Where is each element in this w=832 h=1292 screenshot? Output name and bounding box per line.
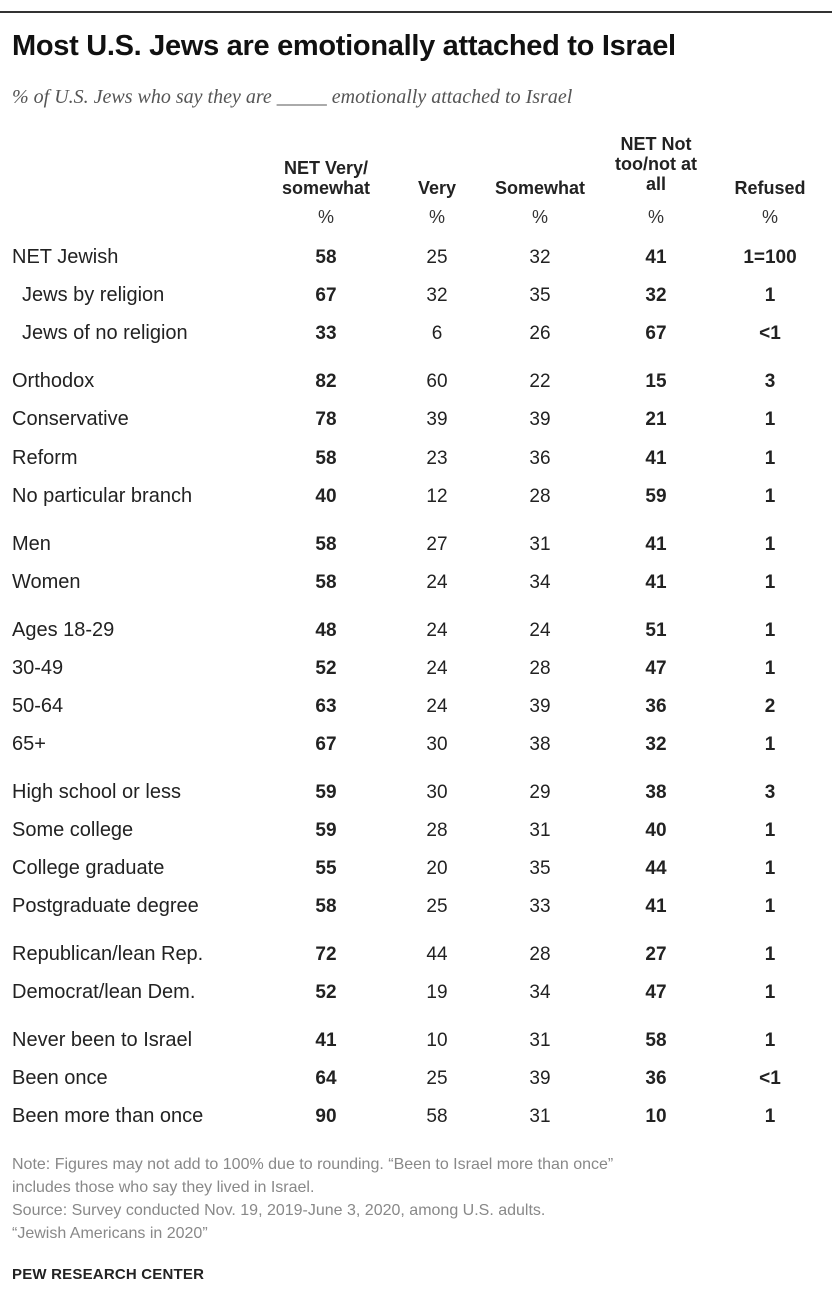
table-cell: 32	[529, 247, 551, 268]
table-cell: 23	[426, 448, 448, 469]
row-label: 50-64	[12, 695, 64, 717]
table-cell: 24	[426, 620, 448, 641]
table-cell: 90	[315, 1106, 337, 1127]
table-cell: 6	[431, 323, 443, 344]
table-cell: 20	[426, 858, 448, 879]
table-cell: 30	[426, 734, 448, 755]
row-label: Men	[12, 533, 51, 555]
table-cell: 1	[764, 734, 776, 755]
table-cell: 32	[426, 285, 448, 306]
table-cell: 41	[645, 896, 667, 917]
col-header-line: Somewhat	[494, 178, 586, 198]
table-cell: 31	[529, 1030, 551, 1051]
table-cell: 44	[426, 944, 448, 965]
unit-label: %	[428, 207, 446, 227]
table-cell: 10	[645, 1106, 667, 1127]
table-cell: 28	[529, 486, 551, 507]
table-cell: 3	[764, 782, 776, 803]
table-cell: 40	[645, 820, 667, 841]
row-label: No particular branch	[12, 485, 193, 507]
note-line: includes those who say they lived in Israel.	[12, 1179, 315, 1196]
table-cell: 1	[764, 409, 776, 430]
source-line: Source: Survey conducted Nov. 19, 2019-June 3, 2020, among U.S. adults.	[12, 1202, 546, 1219]
table-cell: 58	[315, 247, 337, 268]
table-cell: 25	[426, 896, 448, 917]
table-cell: 15	[645, 371, 667, 392]
unit-label: %	[317, 207, 335, 227]
table-cell: 58	[315, 448, 337, 469]
table-cell: 27	[426, 534, 448, 555]
table-cell: 38	[645, 782, 667, 803]
table-cell: 38	[529, 734, 551, 755]
table-cell: 1	[764, 982, 776, 1003]
chart-title: Most U.S. Jews are emotionally attached to Israel	[12, 30, 676, 62]
table-cell: 39	[426, 409, 448, 430]
table-cell: 41	[315, 1030, 337, 1051]
table-cell: 41	[645, 247, 667, 268]
row-label: Jews by religion	[22, 284, 165, 306]
col-header-line: somewhat	[281, 178, 371, 198]
table-cell: 72	[315, 944, 337, 965]
col-header-line: NET Not	[620, 134, 692, 154]
table-cell: 41	[645, 534, 667, 555]
table-cell: 58	[315, 896, 337, 917]
row-label: 65+	[12, 733, 46, 755]
unit-label: %	[531, 207, 549, 227]
row-label: 30-49	[12, 657, 64, 679]
table-cell: 48	[315, 620, 337, 641]
table-cell: 29	[529, 782, 551, 803]
report-line: “Jewish Americans in 2020”	[12, 1225, 208, 1242]
table-cell: 52	[315, 982, 337, 1003]
table-cell: 52	[315, 658, 337, 679]
table-cell: 34	[529, 572, 551, 593]
row-label: Orthodox	[12, 370, 95, 392]
table-cell: 1	[764, 896, 776, 917]
table-cell: 41	[645, 448, 667, 469]
row-label: Reform	[12, 447, 78, 469]
table-cell: 55	[315, 858, 337, 879]
table-cell: 28	[529, 944, 551, 965]
row-label: Some college	[12, 819, 134, 841]
table-cell: 1	[764, 944, 776, 965]
table-cell: 58	[645, 1030, 667, 1051]
row-label: Never been to Israel	[12, 1029, 193, 1051]
table-cell: 28	[426, 820, 448, 841]
table-cell: 58	[315, 534, 337, 555]
table-cell: 36	[529, 448, 551, 469]
table-cell: <1	[759, 1068, 781, 1089]
table-cell: 31	[529, 534, 551, 555]
table-cell: 30	[426, 782, 448, 803]
table-cell: 67	[315, 734, 337, 755]
table-cell: 41	[645, 572, 667, 593]
table-cell: 59	[315, 820, 337, 841]
table-cell: 34	[529, 982, 551, 1003]
table-cell: 1	[764, 572, 776, 593]
table-cell: 59	[645, 486, 667, 507]
table-cell: 47	[645, 982, 667, 1003]
row-label: Ages 18-29	[12, 619, 115, 641]
row-label: Postgraduate degree	[12, 895, 199, 917]
table-cell: 12	[426, 486, 448, 507]
table-cell: 33	[529, 896, 551, 917]
table-cell: 24	[426, 696, 448, 717]
table-cell: 26	[529, 323, 551, 344]
table-cell: 1	[764, 486, 776, 507]
table-cell: 31	[529, 820, 551, 841]
table-cell: 36	[645, 696, 667, 717]
table-cell: 27	[645, 944, 667, 965]
table-cell: 1	[764, 534, 776, 555]
table-cell: 64	[315, 1068, 337, 1089]
table-cell: <1	[759, 323, 781, 344]
row-label: Democrat/lean Dem.	[12, 981, 196, 1003]
table-cell: 24	[426, 658, 448, 679]
table-cell: 32	[645, 734, 667, 755]
col-header-line: all	[645, 174, 667, 194]
row-label: Conservative	[12, 408, 129, 430]
table-cell: 25	[426, 1068, 448, 1089]
table-cell: 67	[315, 285, 337, 306]
row-label: NET Jewish	[12, 246, 119, 268]
table-cell: 25	[426, 247, 448, 268]
table-cell: 39	[529, 1068, 551, 1089]
table-cell: 40	[315, 486, 337, 507]
row-label: Republican/lean Rep.	[12, 943, 204, 965]
table-cell: 19	[426, 982, 448, 1003]
table-cell: 1	[764, 858, 776, 879]
table-cell: 21	[645, 409, 667, 430]
table-cell: 36	[645, 1068, 667, 1089]
table-cell: 1	[764, 820, 776, 841]
table-cell: 2	[764, 696, 776, 717]
row-label: Been once	[12, 1067, 108, 1089]
col-header-line: NET Very/	[283, 158, 369, 178]
table-cell: 24	[426, 572, 448, 593]
table-cell: 39	[529, 409, 551, 430]
table-cell: 1	[764, 1106, 776, 1127]
table-cell: 67	[645, 323, 667, 344]
table-cell: 1	[764, 448, 776, 469]
col-header-line: Very	[417, 178, 457, 198]
row-label: High school or less	[12, 781, 181, 803]
row-label: College graduate	[12, 857, 165, 879]
table-cell: 1=100	[743, 247, 797, 268]
table-cell: 78	[315, 409, 337, 430]
table-cell: 22	[529, 371, 551, 392]
chart-subtitle: % of U.S. Jews who say they are _____ emotionally attached to Israel	[12, 86, 573, 108]
row-label: Women	[12, 571, 81, 593]
table-cell: 58	[426, 1106, 448, 1127]
table-cell: 1	[764, 1030, 776, 1051]
brand-label: PEW RESEARCH CENTER	[12, 1266, 205, 1283]
table-cell: 35	[529, 858, 551, 879]
table-cell: 28	[529, 658, 551, 679]
table-cell: 1	[764, 285, 776, 306]
table-cell: 3	[764, 371, 776, 392]
table-cell: 35	[529, 285, 551, 306]
table-cell: 60	[426, 371, 448, 392]
table-cell: 33	[315, 323, 337, 344]
table-cell: 58	[315, 572, 337, 593]
table-cell: 82	[315, 371, 337, 392]
table-cell: 47	[645, 658, 667, 679]
table-cell: 59	[315, 782, 337, 803]
table-cell: 39	[529, 696, 551, 717]
unit-label: %	[761, 207, 779, 227]
row-label: Been more than once	[12, 1105, 204, 1127]
table-cell: 10	[426, 1030, 448, 1051]
table-cell: 31	[529, 1106, 551, 1127]
col-header-line: too/not at	[615, 154, 697, 174]
table-cell: 1	[764, 658, 776, 679]
table-cell: 1	[764, 620, 776, 641]
note-line: Note: Figures may not add to 100% due to rounding. “Been to Israel more than once”	[12, 1156, 614, 1173]
table-cell: 44	[645, 858, 667, 879]
table-cell: 63	[315, 696, 337, 717]
table-cell: 51	[645, 620, 667, 641]
col-header-line: Refused	[734, 178, 806, 198]
row-label: Jews of no religion	[22, 322, 188, 344]
footnote	[12, 1153, 822, 1245]
unit-label: %	[647, 207, 665, 227]
table-cell: 24	[529, 620, 551, 641]
table-cell: 32	[645, 285, 667, 306]
